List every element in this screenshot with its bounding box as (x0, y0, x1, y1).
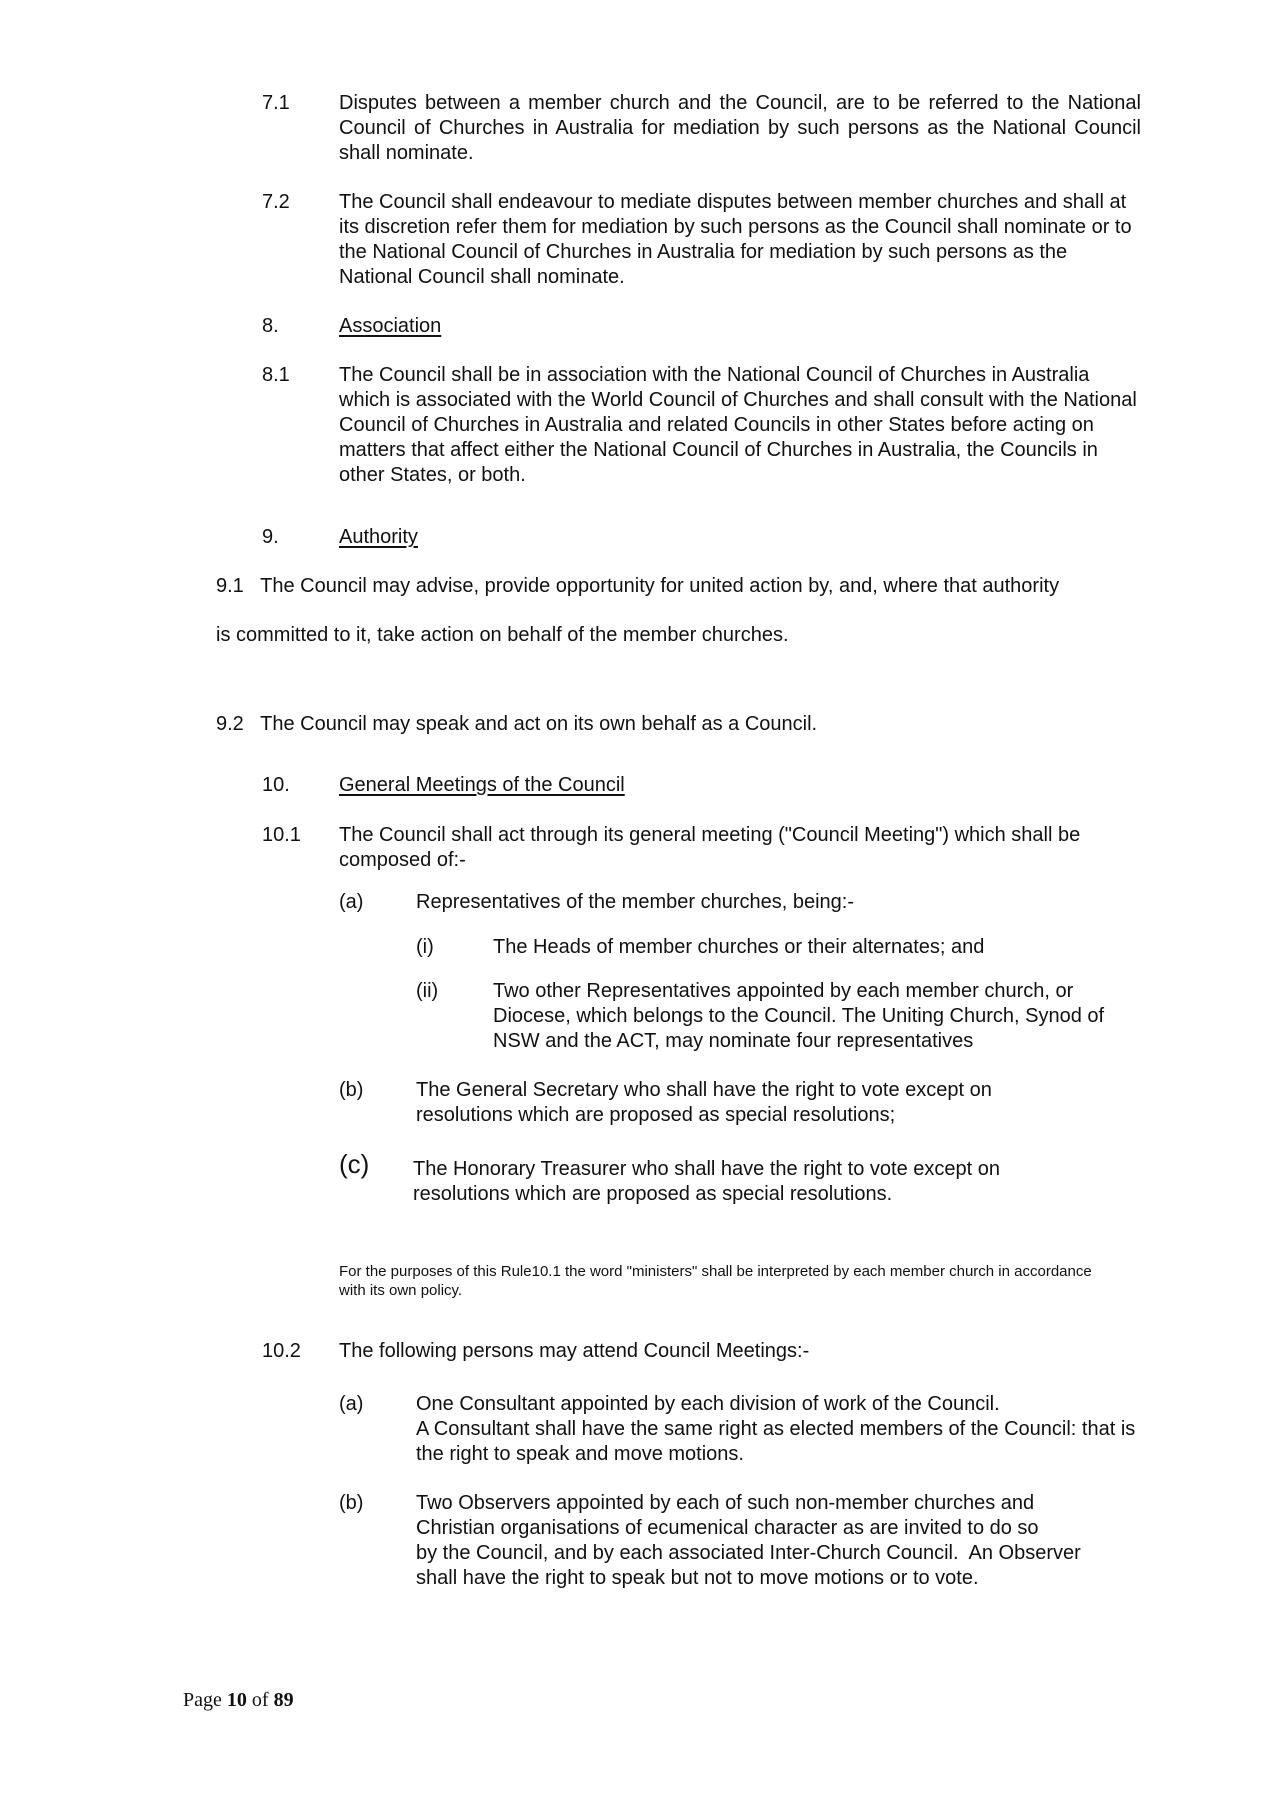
section-8-heading: Association (339, 315, 442, 337)
section-number: 10.2 (262, 1340, 301, 1362)
item-label: (c) (339, 1149, 370, 1179)
subitem-label: (ii) (416, 980, 439, 1002)
subitem-label: (i) (416, 936, 434, 958)
section-9-2-line: 9.2 The Council may speak and act on its own behalf as a Council. (216, 713, 818, 735)
section-number: 8. (262, 315, 279, 337)
item-10-2-b-line-4: shall have the right to speak but not to move motions or to vote. (416, 1567, 979, 1589)
section-8-1-text: The Council shall be in association with the National Council of Churches in Australia which is associated with the World Council of Churches and shall consult with the National Council of Churches in Australia and related Councils in other States before acting on matters that affect either the National Council of Churches in Australia, the Councils in other States, or both. (339, 364, 1137, 486)
page-footer (183, 1688, 294, 1713)
item-10-2-a-line-2: A Consultant shall have the same right as elected members of the Council: that is the right to speak and move motions. (416, 1418, 1136, 1465)
section-10-heading: General Meetings of the Council (339, 774, 625, 796)
item-10-2-a-line-1: One Consultant appointed by each division of work of the Council. (416, 1393, 1000, 1415)
item-label: (b) (339, 1079, 364, 1101)
section-10-2-text: The following persons may attend Council Meetings:- (339, 1340, 810, 1362)
footer-page-label: Page (183, 1689, 222, 1711)
section-7-2-text: The Council shall endeavour to mediate disputes between member churches and shall at its discretion refer them for mediation by such persons as the Council shall nominate or to the National Council of Churches in Australia for mediation by such persons as the National Council shall nominate. (339, 191, 1132, 288)
item-10-1-c-text: The Honorary Treasurer who shall have the right to vote except on resolutions which are proposed as special resolutions. (413, 1158, 1000, 1205)
section-number: 10. (262, 774, 290, 796)
item-10-2-b-line-2: Christian organisations of ecumenical character as are invited to do so (416, 1517, 1039, 1539)
item-label: (b) (339, 1492, 364, 1514)
section-10-1-text: The Council shall act through its general meeting ("Council Meeting") which shall be composed of:- (339, 824, 1081, 871)
item-label: (a) (339, 891, 364, 913)
section-9-heading: Authority (339, 526, 418, 548)
section-9-1-line-1: 9.1 The Council may advise, provide opportunity for united action by, and, where that authority (216, 575, 1060, 597)
section-number: 9. (262, 526, 279, 548)
footer-current-page: 10 (226, 1689, 247, 1711)
section-number: 7.1 (262, 92, 290, 114)
item-10-2-b-line-1: Two Observers appointed by each of such non-member churches and (416, 1492, 1035, 1514)
section-7-1-text: Disputes between a member church and the Council, are to be referred to the National Council of Churches in Australia for mediation by such persons as the National Council shall nominate. (339, 92, 1141, 164)
item-10-1-a-i-text: The Heads of member churches or their alternates; and (493, 936, 985, 958)
item-10-1-a-text: Representatives of the member churches, being:- (416, 891, 854, 913)
section-9-1-line-2: is committed to it, take action on behalf of the member churches. (216, 624, 789, 646)
footer-total-pages: 89 (273, 1689, 294, 1711)
item-10-1-b-text: The General Secretary who shall have the right to vote except on resolutions which are proposed as special resolutions; (416, 1079, 992, 1126)
section-number: 10.1 (262, 824, 301, 846)
section-number: 8.1 (262, 364, 290, 386)
footer-of-label: of (251, 1689, 269, 1711)
section-number: 7.2 (262, 191, 290, 213)
rule-note: For the purposes of this Rule10.1 the word "ministers" shall be interpreted by each member church in accordance with its own policy. (339, 1263, 1092, 1299)
item-10-2-b-line-3: by the Council, and by each associated Inter-Church Council. An Observer (416, 1542, 1081, 1564)
item-10-1-a-ii-text: Two other Representatives appointed by each member church, or Diocese, which belongs to the Council. The Uniting Church, Synod of NSW and the ACT, may nominate four representatives (493, 980, 1105, 1052)
item-label: (a) (339, 1393, 364, 1415)
